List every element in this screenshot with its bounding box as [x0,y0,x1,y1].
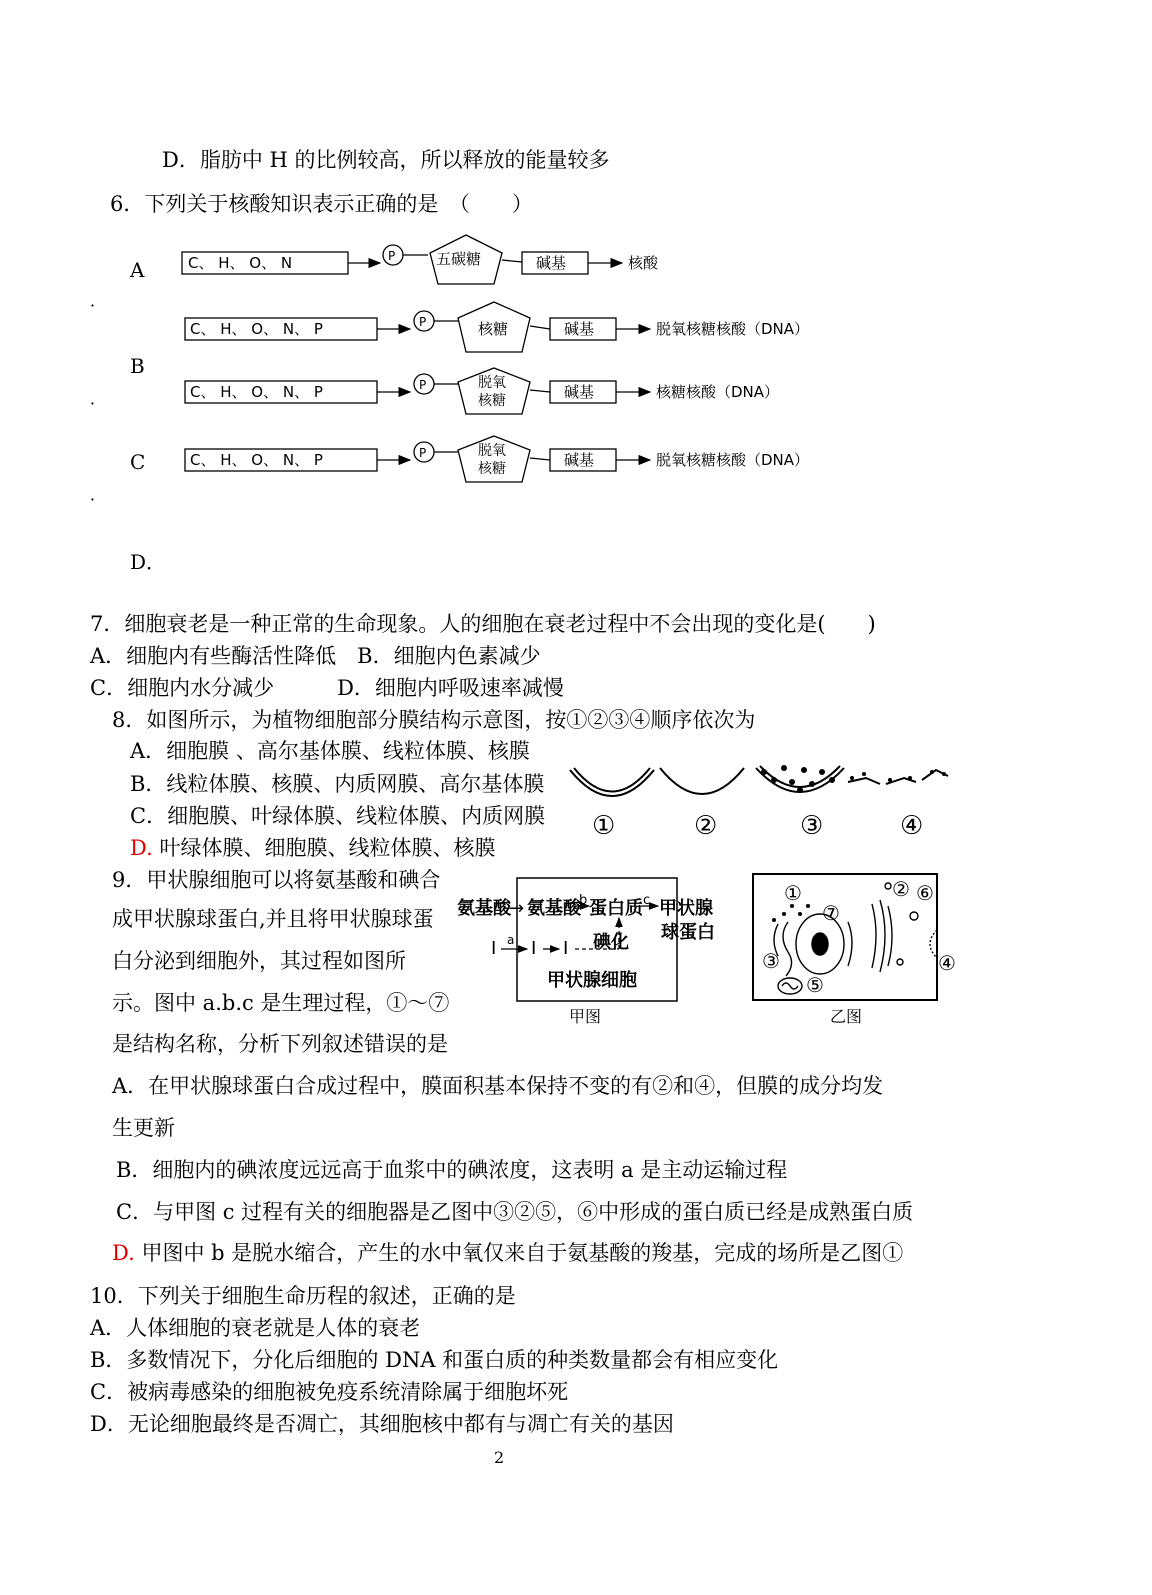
q10-option-a: A．人体细胞的衰老就是人体的衰老 [90,1316,421,1340]
q7-stem: 7．细胞衰老是一种正常的生命现象。人的细胞在衰老过程中不会出现的变化是( ) [90,612,876,636]
q6-label-c: C [130,450,146,474]
jia-iodide-2: I [531,938,537,959]
q6-a-sugar: 五碳糖 [436,250,482,268]
q9-option-d [112,1243,903,1264]
q9-stem-line-4: 示。图中 a.b.c 是生理过程，①～⑦ [112,991,450,1015]
q9-stem-line-3: 白分泌到细胞外，其过程如图所 [112,949,406,973]
q6-b-phosphate: P [419,315,427,329]
q8-stem: 8．如图所示，为植物细胞部分膜结构示意图，按①②③④顺序依次为 [112,708,756,732]
q9-figure-jia [455,870,725,1030]
q6-nucleic-acid-diagram [0,0,1152,600]
q6-c-sugar-line1: 脱氧 [478,375,506,391]
q6-b-elements: C、 H、 O、 N、 P [190,320,323,338]
q6-stem: 6．下列关于核酸知识表示正确的是 （ ） [110,192,533,216]
q6-label-d: D． [130,550,167,574]
yi-label-5: ⑤ [806,973,824,997]
q9-stem-line-1: 9．甲状腺细胞可以将氨基酸和碘合 [112,868,441,892]
q7-options-ab: A．细胞内有些酶活性降低 B．细胞内色素减少 [90,644,541,668]
q6-c-phosphate: P [419,378,427,392]
page-number: 2 [494,1448,505,1467]
q6-d-elements: C、 H、 O、 N、 P [190,451,323,469]
q6-c-result: 核糖核酸（DNA） [656,383,780,401]
q9-figure-yi [748,870,978,1030]
q9-option-d-text: 甲图中 b 是脱水缩合，产生的水中氧仅来自于氨基酸的羧基，完成的场所是乙图① [141,1241,904,1265]
q9-stem-line-2: 成甲状腺球蛋白,并且将甲状腺球蛋 [112,907,434,931]
jia-thyroglobulin-line1: 甲状腺 [659,898,713,919]
q9-option-a-line2: 生更新 [112,1116,175,1140]
jia-thyroglobulin-line2: 球蛋白 [661,922,715,943]
q10-stem: 10．下列关于细胞生命历程的叙述，正确的是 [90,1284,516,1308]
q6-b-base: 碱基 [564,320,595,338]
q6-d-base: 碱基 [564,451,595,469]
yi-label-2: ② [892,877,910,901]
q6-b-result: 脱氧核糖核酸（DNA） [656,320,810,338]
q10-option-b: B．多数情况下，分化后细胞的 DNA 和蛋白质的种类数量都会有相应变化 [90,1348,779,1372]
q6-a-elements: C、 H、 O、 N [188,254,293,272]
q9-option-c: C．与甲图 c 过程有关的细胞器是乙图中③②⑤，⑥中形成的蛋白质已经是成熟蛋白质 [116,1200,914,1224]
q9-stem-line-5: 是结构名称，分析下列叙述错误的是 [112,1032,448,1056]
q8-fig-label-1: ① [592,811,616,841]
q9-option-a-line1: A．在甲状腺球蛋白合成过程中，膜面积基本保持不变的有②和④，但膜的成分均发 [112,1074,884,1098]
q8-fig-label-4: ④ [900,811,924,841]
q6-a-phosphate: P [388,249,396,263]
q6-b-sugar: 核糖 [478,320,509,338]
q6-a-result: 核酸 [628,254,659,272]
q6-c-elements: C、 H、 O、 N、 P [190,383,323,401]
yi-label-7: ⑦ [822,901,840,925]
q8-fig-label-3: ③ [800,811,824,841]
jia-iodide-3: I [563,938,569,959]
q8-option-b: B．线粒体膜、核膜、内质网膜、高尔基体膜 [130,772,545,796]
jia-amino-acid-2: 氨基酸 [527,898,581,919]
q7-options-cd: C．细胞内水分减少 D．细胞内呼吸速率减慢 [90,676,564,700]
q8-option-d-text: 叶绿体膜、细胞膜、线粒体膜、核膜 [159,836,496,860]
yi-label-1: ① [784,881,802,905]
q6-label-b: B [130,354,145,378]
q10-option-d: D．无论细胞最终是否凋亡，其细胞核中都有与凋亡有关的基因 [90,1412,674,1436]
q8-option-d [130,838,495,859]
jia-caption: 甲图 [569,1007,602,1026]
q9-option-d-letter: D. [112,1241,135,1265]
yi-label-6: ⑥ [916,881,934,905]
jia-thyroid-cell: 甲状腺细胞 [547,970,637,991]
q6-label-a: A [130,258,145,282]
q9-option-b: B．细胞内的碘浓度远远高于血浆中的碘浓度，这表明 a 是主动运输过程 [116,1158,788,1182]
q8-option-c: C．细胞膜、叶绿体膜、线粒体膜、内质网膜 [130,804,546,828]
q6-dot-b: ． [90,389,107,408]
yi-label-4: ④ [938,951,956,975]
q6-c-base: 碱基 [564,383,595,401]
q6-a-base: 碱基 [536,254,567,272]
q8-membrane-figure [560,760,970,850]
q8-option-a: A．细胞膜 、高尔基体膜、线粒体膜、核膜 [130,739,530,763]
q6-d-sugar-line1: 脱氧 [478,443,506,459]
q10-option-c: C．被病毒感染的细胞被免疫系统清除属于细胞坏死 [90,1380,569,1404]
q6-dot-a: ． [90,291,107,310]
q8-fig-label-2: ② [694,811,718,841]
jia-protein: 蛋白质 [589,898,643,919]
q6-d-result: 脱氧核糖核酸（DNA） [656,451,810,469]
jia-label-b: b [579,893,588,908]
q6-dot-c: ． [90,485,107,504]
jia-label-c: c [643,893,651,908]
jia-amino-acid-1: 氨基酸 [457,898,511,919]
jia-iodination: 碘化 [593,932,629,953]
q8-option-d-letter: D. [130,836,153,860]
yi-caption: 乙图 [830,1007,863,1026]
jia-iodide-1: I [491,938,497,959]
q6-d-phosphate: P [419,446,427,460]
q6-d-sugar-line2: 核糖 [478,461,506,477]
jia-label-a: a [507,933,515,947]
q5-option-d: D．脂肪中 H 的比例较高，所以释放的能量较多 [162,148,610,172]
jia-arrow-1: → [509,898,525,919]
q6-c-sugar-line2: 核糖 [478,393,506,409]
yi-label-3: ③ [762,949,780,973]
